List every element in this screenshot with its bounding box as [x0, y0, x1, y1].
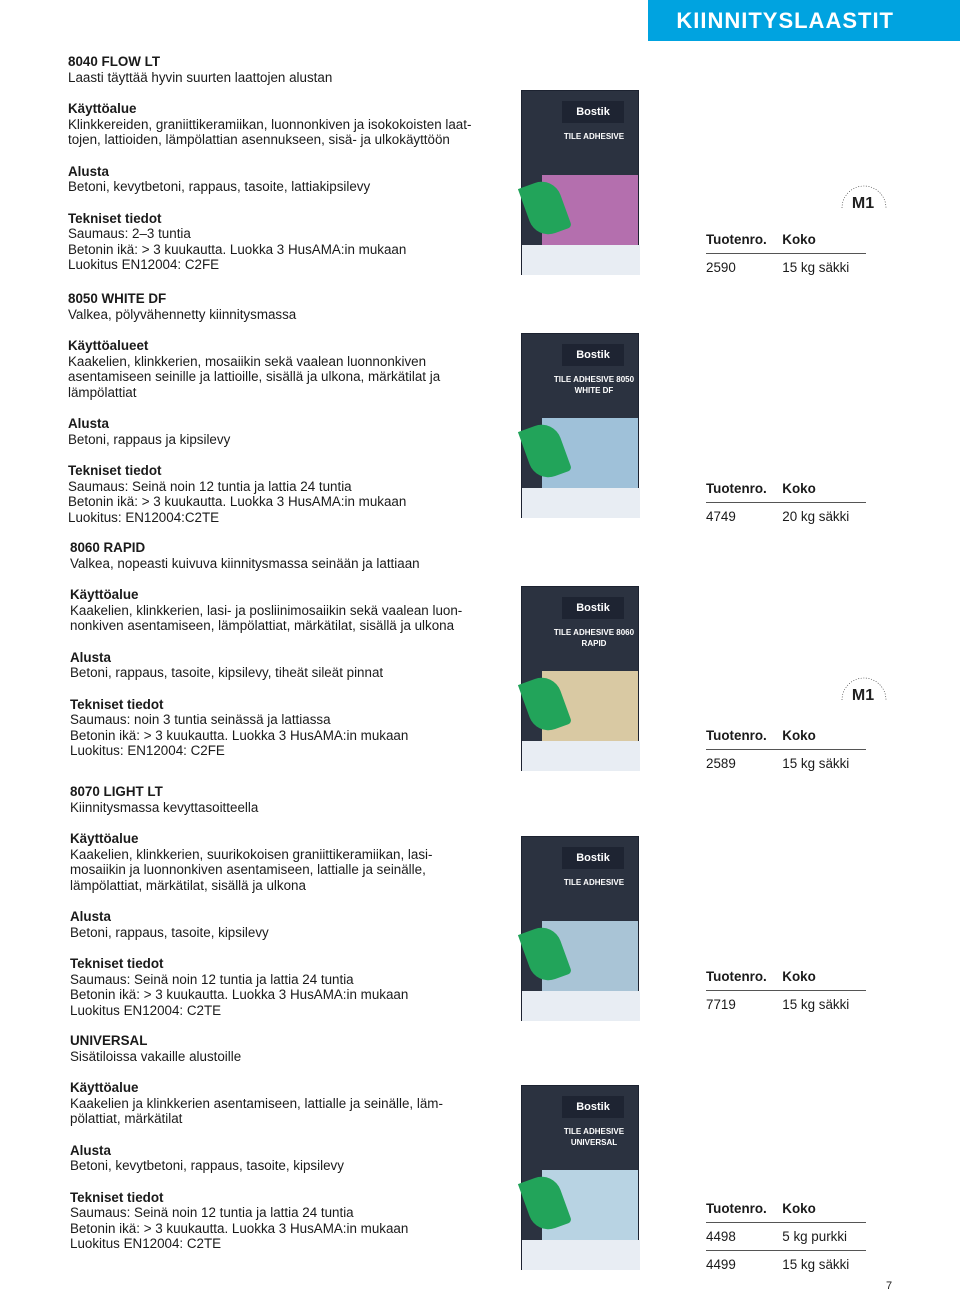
tech-text: Saumaus: noin 3 tuntia seinässä ja lattiassa Betonin ikä: > 3 kuukautta. Luokka 3 HusAMA:in mukaan Luokitus: EN12004: C2FE: [70, 712, 409, 758]
col-header-size: Koko: [782, 481, 816, 496]
base-text: Betoni, rappaus, tasoite, kipsilevy: [70, 924, 269, 940]
bag-label: TILE ADHESIVE: [563, 878, 625, 887]
product-table: [706, 969, 866, 1012]
product-size: 15 kg säkki: [782, 1257, 850, 1272]
use-heading: Käyttöalue: [70, 831, 139, 846]
bag-band: [522, 741, 640, 771]
m1-emission-badge-icon: [834, 670, 892, 718]
product-subtitle: Sisätiloissa vakaille alustoille: [70, 1048, 242, 1064]
m1-badge-text: M1: [851, 687, 875, 704]
col-header-size: Koko: [782, 969, 816, 984]
use-text: Klinkkereiden, graniittikeramiikan, luonnonkiven ja isokokoisten laat- tojen, lattioiden, lämpölattian asennukseen, sisä- ja ulkokäyttöön: [68, 116, 472, 147]
product-number: 4749: [706, 509, 736, 524]
col-header-number: Tuotenro.: [706, 232, 767, 247]
brand-logo: Bostik: [562, 597, 624, 619]
product-bag-image: [521, 586, 639, 771]
product-size: 5 kg purkki: [782, 1229, 848, 1244]
product-number: 4499: [706, 1257, 736, 1272]
product-subtitle: Valkea, nopeasti kuivuva kiinnitysmassa seinään ja lattiaan: [70, 555, 420, 571]
col-header-size: Koko: [782, 232, 816, 247]
product-title: 8060 RAPID: [70, 540, 146, 555]
table-row: [706, 1257, 866, 1272]
table-rule: [706, 1250, 866, 1251]
base-heading: Alusta: [70, 1142, 111, 1158]
product-table: [706, 728, 866, 771]
product-number: 2590: [706, 260, 736, 275]
use-heading: Käyttöalue: [70, 587, 139, 602]
brand-logo: Bostik: [562, 1096, 624, 1118]
product-title: UNIVERSAL: [70, 1033, 148, 1048]
tech-text: Saumaus: Seinä noin 12 tuntia ja lattia 24 tuntia Betonin ikä: > 3 kuukautta. Luokka 3 HusAMA:in mukaan Luokitus EN12004: C2TE: [70, 1205, 409, 1251]
product-subtitle: Valkea, pölyvähennetty kiinnitysmassa: [68, 306, 297, 322]
product-title: 8070 LIGHT LT: [70, 784, 163, 799]
table-rule: [706, 749, 866, 750]
product-bag-image: [521, 1085, 639, 1270]
base-heading: Alusta: [68, 416, 109, 431]
product-bag-image: [521, 333, 639, 518]
m1-emission-badge-icon: [834, 178, 892, 226]
table-header: [706, 1201, 866, 1216]
product-number: 7719: [706, 997, 736, 1012]
table-row: [706, 1229, 866, 1244]
table-row: [706, 756, 866, 771]
tech-heading: Tekniset tiedot: [70, 956, 164, 971]
table-row: [706, 260, 866, 275]
bag-band: [522, 245, 640, 275]
brand-logo: Bostik: [562, 101, 624, 123]
use-text: Kaakelien, klinkkerien, lasi- ja posliinimosaiikin sekä vaalean luon- nonkiven asentamiseen, lämpölattiat, märkätilat, sisällä ja ulkona: [70, 602, 463, 633]
base-text: Betoni, kevytbetoni, rappaus, tasoite, lattiakipsilevy: [68, 179, 371, 194]
product-text: [68, 54, 498, 273]
tech-heading: Tekniset tiedot: [68, 463, 162, 478]
use-heading: Käyttöalue: [68, 101, 137, 116]
col-header-size: Koko: [782, 728, 816, 743]
col-header-size: Koko: [782, 1201, 816, 1216]
base-text: Betoni, rappaus ja kipsilevy: [68, 431, 231, 447]
base-heading: Alusta: [70, 649, 111, 665]
product-text: [70, 1033, 500, 1252]
use-heading: Käyttöalue: [70, 1080, 139, 1095]
table-header: [706, 969, 866, 984]
use-heading: Käyttöalueet: [68, 338, 149, 353]
tech-heading: Tekniset tiedot: [70, 696, 164, 712]
base-heading: Alusta: [68, 163, 109, 179]
product-size: 15 kg säkki: [782, 260, 850, 275]
bag-band: [522, 488, 640, 518]
product-size: 15 kg säkki: [782, 997, 850, 1012]
tech-text: Saumaus: 2–3 tuntia Betonin ikä: > 3 kuukautta. Luokka 3 HusAMA:in mukaan Luokitus EN12004: C2FE: [68, 226, 407, 272]
bag-label: TILE ADHESIVE: [563, 132, 625, 141]
product-text: [68, 291, 498, 525]
use-text: Kaakelien, klinkkerien, mosaiikin sekä vaalean luonnonkiven asentamiseen seinille ja lattioille, sisällä ja ulkona, märkätilat ja lämpölattiat: [68, 353, 441, 400]
m1-badge-text: M1: [851, 195, 875, 212]
bag-label: TILE ADHESIVE 8060 RAPID: [553, 628, 635, 648]
base-heading: Alusta: [70, 909, 111, 924]
page-title: KIINNITYSLAASTIT: [676, 8, 894, 33]
tech-heading: Tekniset tiedot: [68, 210, 162, 226]
product-subtitle: Kiinnitysmassa kevyttasoitteella: [70, 799, 259, 815]
col-header-number: Tuotenro.: [706, 1201, 767, 1216]
table-row: [706, 997, 866, 1012]
bag-label: TILE ADHESIVE 8050 WHITE DF: [553, 375, 635, 395]
table-header: [706, 481, 866, 496]
tech-text: Saumaus: Seinä noin 12 tuntia ja lattia 24 tuntia Betonin ikä: > 3 kuukautta. Luokka 3 HusAMA:in mukaan Luokitus EN12004: C2TE: [70, 971, 409, 1018]
base-text: Betoni, rappaus, tasoite, kipsilevy, tiheät sileät pinnat: [70, 665, 384, 680]
page-number: 7: [886, 1280, 893, 1292]
brand-logo: Bostik: [562, 344, 624, 366]
product-text: [70, 784, 500, 1018]
table-rule: [706, 502, 866, 503]
col-header-number: Tuotenro.: [706, 969, 767, 984]
base-text: Betoni, kevytbetoni, rappaus, tasoite, kipsilevy: [70, 1158, 344, 1173]
product-bag-image: [521, 90, 639, 275]
table-rule: [706, 253, 866, 254]
bag-band: [522, 1240, 640, 1270]
table-rule: [706, 1222, 866, 1223]
tech-heading: Tekniset tiedot: [70, 1189, 164, 1205]
brand-logo: Bostik: [562, 847, 624, 869]
bag-band: [522, 991, 640, 1021]
product-number: 4498: [706, 1229, 736, 1244]
product-number: 2589: [706, 756, 736, 771]
table-rule: [706, 990, 866, 991]
bag-label: TILE ADHESIVE UNIVERSAL: [563, 1127, 625, 1147]
product-table: [706, 1201, 866, 1272]
table-header: [706, 232, 866, 247]
header-bar: [648, 0, 960, 41]
tech-text: Saumaus: Seinä noin 12 tuntia ja lattia 24 tuntia Betonin ikä: > 3 kuukautta. Luokka 3 HusAMA:in mukaan Luokitus: EN12004:C2TE: [68, 478, 407, 525]
product-bag-image: [521, 836, 639, 1021]
product-title: 8050 WHITE DF: [68, 291, 167, 306]
product-title: 8040 FLOW LT: [68, 54, 161, 69]
use-text: Kaakelien ja klinkkerien asentamiseen, lattialle ja seinälle, läm- pölattiat, märkätilat: [70, 1095, 443, 1126]
table-row: [706, 509, 866, 524]
product-size: 20 kg säkki: [782, 509, 850, 524]
product-table: [706, 481, 866, 524]
product-text: [70, 540, 500, 759]
product-table: [706, 232, 866, 275]
use-text: Kaakelien, klinkkerien, suurikokoisen graniittikeramiikan, lasi- mosaiikin ja luonnonkiven asentamiseen, lattialle ja seinälle, lämpölattiat, märkätilat, sisällä ja ulkona: [70, 846, 433, 893]
product-subtitle: Laasti täyttää hyvin suurten laattojen alustan: [68, 69, 333, 85]
product-size: 15 kg säkki: [782, 756, 850, 771]
col-header-number: Tuotenro.: [706, 728, 767, 743]
col-header-number: Tuotenro.: [706, 481, 767, 496]
table-header: [706, 728, 866, 743]
